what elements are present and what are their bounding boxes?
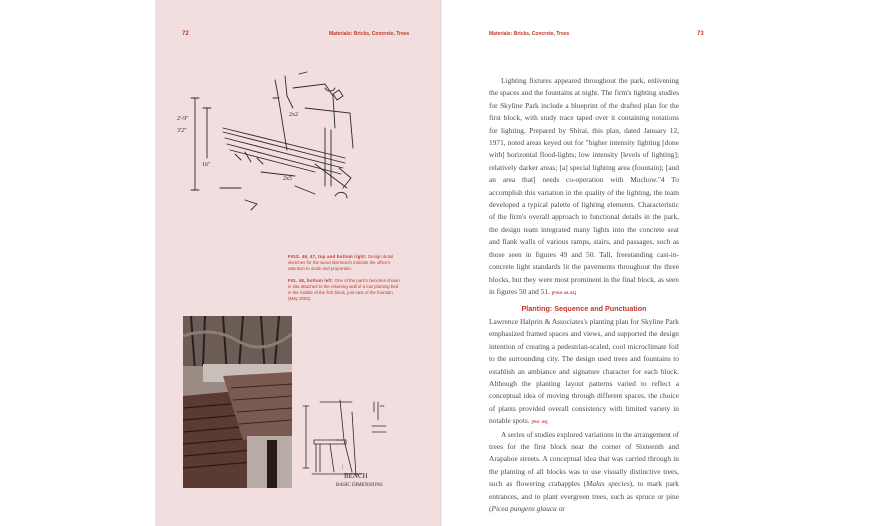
caption-fig-48 (288, 278, 400, 302)
caption-label: FIGS. 46, 47, top and bottom right: (288, 254, 367, 259)
section-heading: Planting: Sequence and Punctuation (521, 304, 647, 313)
bench-photo (183, 316, 292, 488)
left-page-number: 72 (182, 31, 189, 37)
sketch-dim-e: 2x5 (283, 176, 292, 182)
figure-captions (288, 254, 400, 308)
paragraph-text: Lawrence Halprin & Associates's planting plan for Skyline Park emphasized framed spaces and views, and supported the design intention of creating a pedestrian-scaled, cool microclimate foil to the surrounding city. The design used trees and fountains to establish an ambiance and signature character for each block. Although the planting layout patterns varied to reflect a conceptual idea of moving through different spaces, the choice of plants provided overall consistency with limited variety in notable spots. (489, 317, 679, 426)
body-paragraph-lighting (489, 75, 679, 299)
sketch-dim-d: 2x2 (289, 112, 298, 118)
right-running-head: Materials: Bricks, Concrete, Trees (489, 31, 570, 37)
caption-text: Design detail sketches for the wood slat bench indicate the office's attention to scale and proportion. (288, 254, 394, 271)
paragraph-text: Lighting fixtures appeared throughout the park, enlivening the spaces and the fountains at night. The firm's lighting studies for Skyline Park include a blueprint of the drafted plan for the first block, with study trace taped over it containing notations for lighting. Prepared by Shirai, this plan, dated January 12, 1971, noted areas keyed out for "higher intensity lighting [done with] horizontal flood-lights; low intensity [levels of lighting]; relatively darker areas; [a] special lighting area (fountain); [and an area that] needs co-operation with Muchow."4 To accomplish this variation in the quality of the lighting, the team developed a typical palette of lighting elements. Characteristic of the firm's overall approach to functional details in the park, the design team integrated many lights into the concrete seat and flank walls of various ramps, stairs, and passages, such as those seen in figures 49 and 50. Tall, freestanding cast-in-concrete light standards lit the pavements throughout the three blocks, but they were most prominent in the final block, as seen in figures 50 and 51. (489, 76, 679, 296)
figure-reference: [FIG. 52] (531, 419, 548, 425)
paragraph-text: ), to mark park entrances, and to plant evergreen trees, such as spruce or pine ( (489, 479, 680, 514)
bench-sketch-label: BENCH (344, 472, 368, 480)
caption-figs-46-47 (288, 254, 400, 272)
sketch-dim-b: 3'2" (177, 128, 187, 134)
sketch-dim-c: 16" (202, 162, 211, 168)
body-paragraph-planting (489, 316, 679, 516)
paragraph-text: A series of studies explored variations in the arrangement of trees for the first block near the corner of Sixteenth and Arapahoe streets. A conceptual idea that was carried through in the planting of all blocks was to use visually distinctive trees, such as flowering crabapples ( (489, 429, 679, 489)
caption-label: FIG. 48, bottom left: (288, 278, 334, 283)
book-gutter (440, 0, 442, 526)
bench-section-sketch (175, 68, 375, 248)
right-page-number: 73 (697, 31, 704, 37)
caption-text: One of the park's benches shown in situ attached to the retaining wall of a low planting bed in the middle of the first block, just east of the fountain (May 2003). (288, 278, 400, 301)
left-running-head: Materials: Bricks, Concrete, Trees (329, 31, 410, 37)
species-name: Picea pungens glauca (491, 504, 557, 514)
figure-reference: [FIGS 49–51] (551, 289, 577, 295)
species-name: Malus species (586, 479, 630, 489)
bench-elevation-sketch (300, 392, 410, 492)
svg-text:|: | (342, 465, 344, 470)
paragraph-text: or (556, 504, 565, 514)
bench-sketch-sublabel: BASIC DIMENSIONS (336, 483, 383, 488)
sketch-dim-a: 2'-9" (177, 116, 189, 122)
